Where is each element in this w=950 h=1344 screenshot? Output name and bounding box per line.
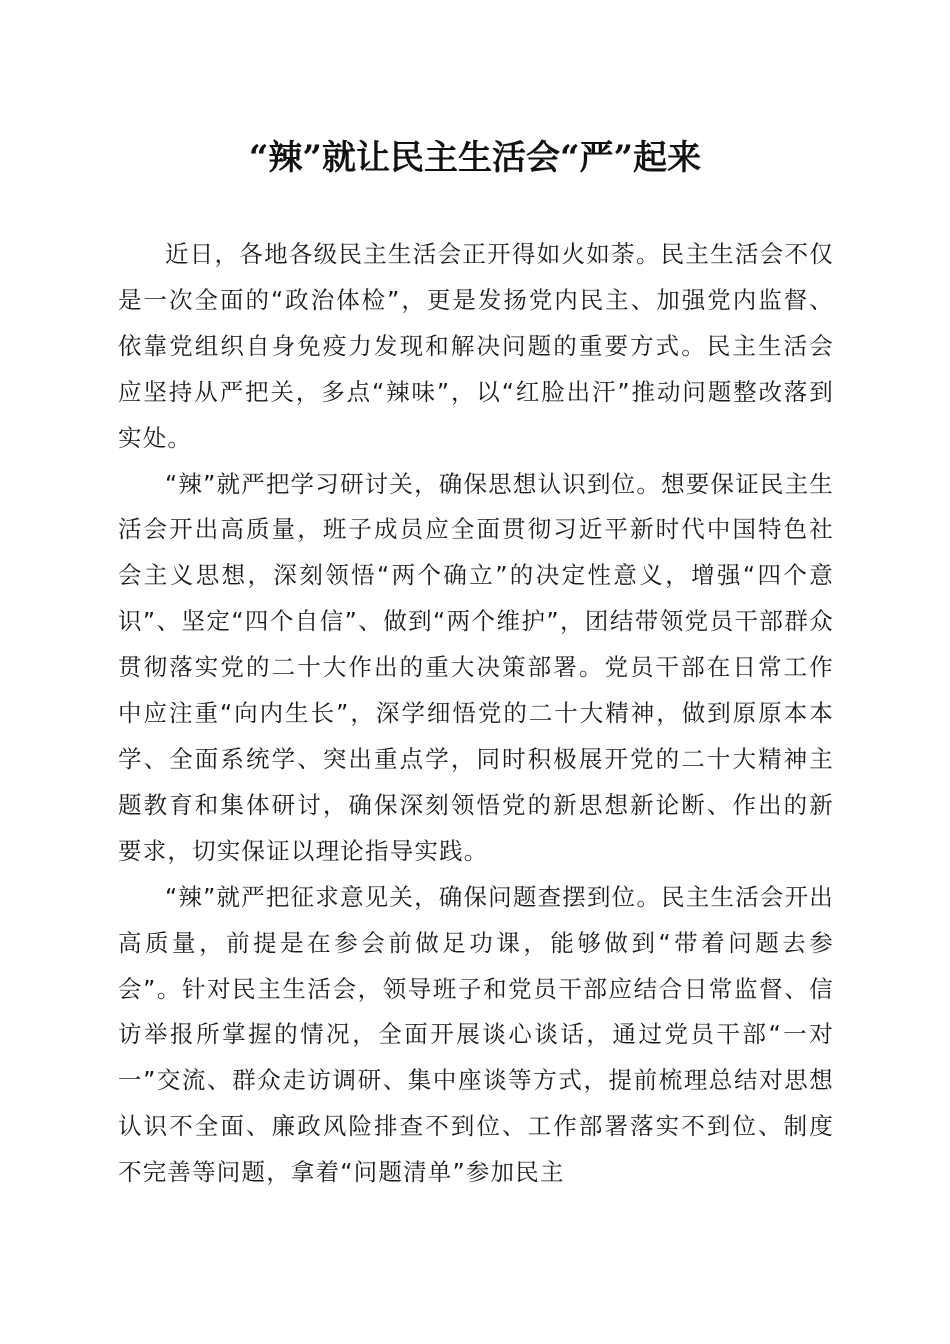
paragraph-study: “辣”就严把学习研讨关，确保思想认识到位。想要保证民主生活会开出高质量，班子成员应全面贯彻习近平新时代中国特色社会主义思想，深刻领悟“两个确立”的决定性意义，增强“四个意识”、坚定“四个自信”、做到“两个维护”，团结带领党员干部群众贯彻落实党的二十大作出的重大决策部署。党员干部在日常工作中应注重“向内生长”，深学细悟党的二十大精神，做到原原本本学、全面系统学、突出重点学，同时积极展开党的二十大精神主题教育和集体研讨，确保深刻领悟党的新思想新论断、作出的新要求，切实保证以理论指导实践。 [118,469,834,865]
document-title: “辣”就让民主生活会“严”起来 [248,138,702,178]
paragraph-opinions: “辣”就严把征求意见关，确保问题查摆到位。民主生活会开出高质量，前提是在参会前做足功课，能够做到“带着问题去参会”。针对民主生活会，领导班子和党员干部应结合日常监督、信访举报所掌握的情况，全面开展谈心谈话，通过党员干部“一对一”交流、群众走访调研、集中座谈等方式，提前梳理总结对思想认识不全面、廉政风险排查不到位、工作部署落实不到位、制度不完善等问题，拿着“问题清单”参加民主 [118,882,834,1187]
paragraph-intro: 近日，各地各级民主生活会正开得如火如荼。民主生活会不仅是一次全面的“政治体检”，更是发扬党内民主、加强党内监督、依靠党组织自身免疫力发现和解决问题的重要方式。民主生活会应坚持从严把关，多点“辣味”，以“红脸出汗”推动问题整改落到实处。 [118,240,834,452]
document-body [118,232,834,1196]
